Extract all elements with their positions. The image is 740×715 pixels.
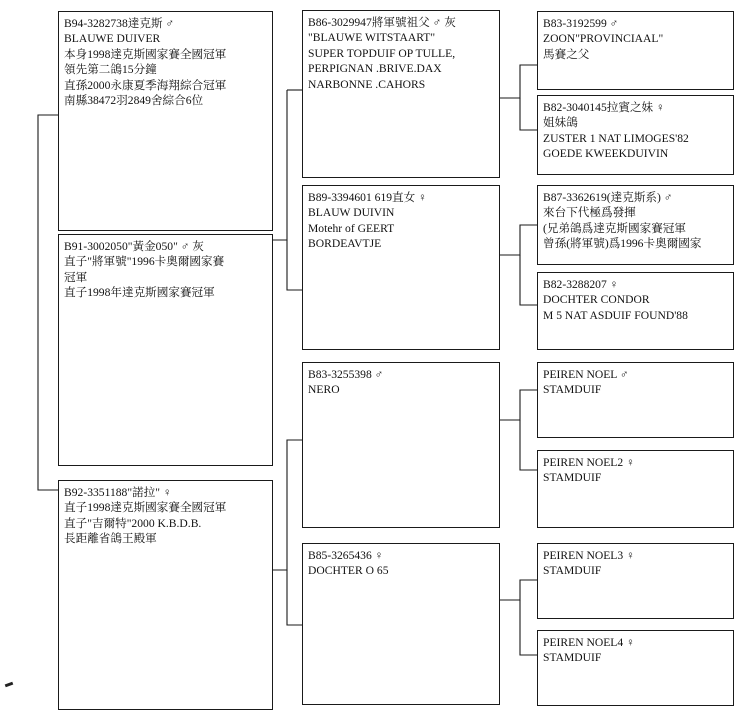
dam-dam-line-2: DOCHTER O 65 xyxy=(308,564,389,578)
sd-dam-line-2: DOCHTER CONDOR xyxy=(543,293,650,307)
sire-sire-box xyxy=(302,10,500,178)
sire-box xyxy=(58,234,273,466)
connector-ds xyxy=(500,390,537,420)
ss-sire-box xyxy=(537,11,734,90)
connector-ds-b xyxy=(520,420,537,470)
connector-ss-b xyxy=(520,98,537,130)
ss-dam-line-3: ZUSTER 1 NAT LIMOGES'82 xyxy=(543,131,689,145)
connector-dam-b xyxy=(287,570,302,625)
dd-dam-box xyxy=(537,630,734,706)
ss-dam-box xyxy=(537,95,734,175)
subject-sire-line-5: 直孫2000永康夏季海翔綜合冠軍 xyxy=(64,78,227,92)
sd-sire-line-1: B87-3362619(達克斯系) ♂ xyxy=(543,191,673,204)
connector-dd xyxy=(500,580,537,600)
sd-sire-line-4: 曾孫(將軍號)爲1996卡奧爾國家 xyxy=(543,237,702,251)
ds-sire-line-1: PEIREN NOEL ♂ xyxy=(543,368,629,381)
ss-sire-line-1: B83-3192599 ♂ xyxy=(543,17,619,30)
sd-sire-box xyxy=(537,185,734,265)
sire-line-2: 直子"將軍號"1996卡奧爾國家賽冠軍 xyxy=(64,255,225,284)
sd-dam-line-3: M 5 NAT ASDUIF FOUND'88 xyxy=(543,308,688,322)
ds-sire-line-2: STAMDUIF xyxy=(543,383,602,397)
dam-dam-line-1: B85-3265436 ♀ xyxy=(308,549,384,562)
subject-sire-box xyxy=(58,11,273,231)
sire-sire-line-3: SUPER TOPDUIF OP TULLE, xyxy=(308,46,456,60)
ds-dam-box xyxy=(537,450,734,528)
ss-sire-line-2: ZOON"PROVINCIAAL" xyxy=(543,32,664,46)
ds-sire-box xyxy=(537,362,734,438)
dam-line-2: 直子1998達克斯國家賽全國冠軍 xyxy=(64,501,227,515)
ss-dam-line-1: B82-3040145拉賓之妹 ♀ xyxy=(543,101,665,114)
sire-line-1: B91-3002050"黃金050" ♂ 灰 xyxy=(64,240,204,253)
ss-dam-line-4: GOEDE KWEEKDUIVIN xyxy=(543,147,669,161)
sire-dam-line-3: Motehr of GEERT xyxy=(308,221,395,235)
sire-dam-box xyxy=(302,185,500,350)
dam-line-4: 長距離省鴿王殿軍 xyxy=(64,532,157,546)
ds-dam-line-1: PEIREN NOEL2 ♀ xyxy=(543,456,635,469)
dam-sire-box xyxy=(302,362,500,528)
sire-sire-line-4: PERPIGNAN .BRIVE.DAX xyxy=(308,62,442,76)
dd-sire-line-1: PEIREN NOEL3 ♀ xyxy=(543,549,635,562)
connector-sire xyxy=(273,90,287,240)
subject-sire-line-2: BLAUWE DUIVER xyxy=(64,32,161,46)
dam-line-1: B92-3351188"諾拉" ♀ xyxy=(64,486,172,499)
sd-sire-line-2: 來台下代極爲發揮 xyxy=(543,206,636,220)
dam-dam-box xyxy=(302,543,500,705)
sire-dam-line-4: BORDEAVTJE xyxy=(308,237,382,251)
sd-sire-line-3: (兄弟鴿爲達克斯國家賽冠軍 xyxy=(543,221,686,235)
dam-line-3: 直子"吉爾特"2000 K.B.D.B. xyxy=(64,516,202,530)
dam-sire-line-1: B83-3255398 ♂ xyxy=(308,368,384,381)
connector-ss xyxy=(500,65,537,98)
sire-sire-line-1: B86-3029947將軍號祖父 ♂ 灰 xyxy=(308,16,456,29)
dam-box xyxy=(58,480,273,710)
dam-sire-line-2: NERO xyxy=(308,383,340,397)
dd-dam-line-2: STAMDUIF xyxy=(543,651,602,665)
ss-sire-line-3: 馬賽之父 xyxy=(543,47,590,61)
sire-dam-line-1: B89-3394601 619直女 ♀ xyxy=(308,191,427,204)
dd-sire-line-2: STAMDUIF xyxy=(543,564,602,578)
ss-dam-line-2: 姐妹鴿 xyxy=(543,116,578,130)
connector-root xyxy=(38,115,58,490)
subject-sire-line-1: B94-3282738達克斯 ♂ xyxy=(64,17,175,30)
ds-dam-line-2: STAMDUIF xyxy=(543,471,602,485)
connector-sd xyxy=(500,225,537,255)
sire-line-3: 直子1998年達克斯國家賽冠軍 xyxy=(64,286,215,300)
subject-sire-line-4: 領先第二鴿15分鐘 xyxy=(64,63,157,77)
subject-sire-line-3: 本身1998達克斯國家賽全國冠軍 xyxy=(64,47,227,61)
sire-sire-line-5: NARBONNE .CAHORS xyxy=(308,77,426,91)
subject-sire-line-6: 南縣38472羽2849舍綜合6位 xyxy=(64,94,204,108)
sd-dam-line-1: B82-3288207 ♀ xyxy=(543,278,619,291)
connector-sire-b xyxy=(287,240,302,290)
dd-dam-line-1: PEIREN NOEL4 ♀ xyxy=(543,636,635,649)
connector-dam xyxy=(273,440,302,570)
sire-sire-line-2: "BLAUWE WITSTAART" xyxy=(308,31,436,45)
sd-dam-box xyxy=(537,272,734,350)
connector-dd-b xyxy=(520,600,537,655)
dd-sire-box xyxy=(537,543,734,619)
sire-dam-line-2: BLAUW DUIVIN xyxy=(308,206,395,220)
connector-sd-b xyxy=(520,255,537,305)
